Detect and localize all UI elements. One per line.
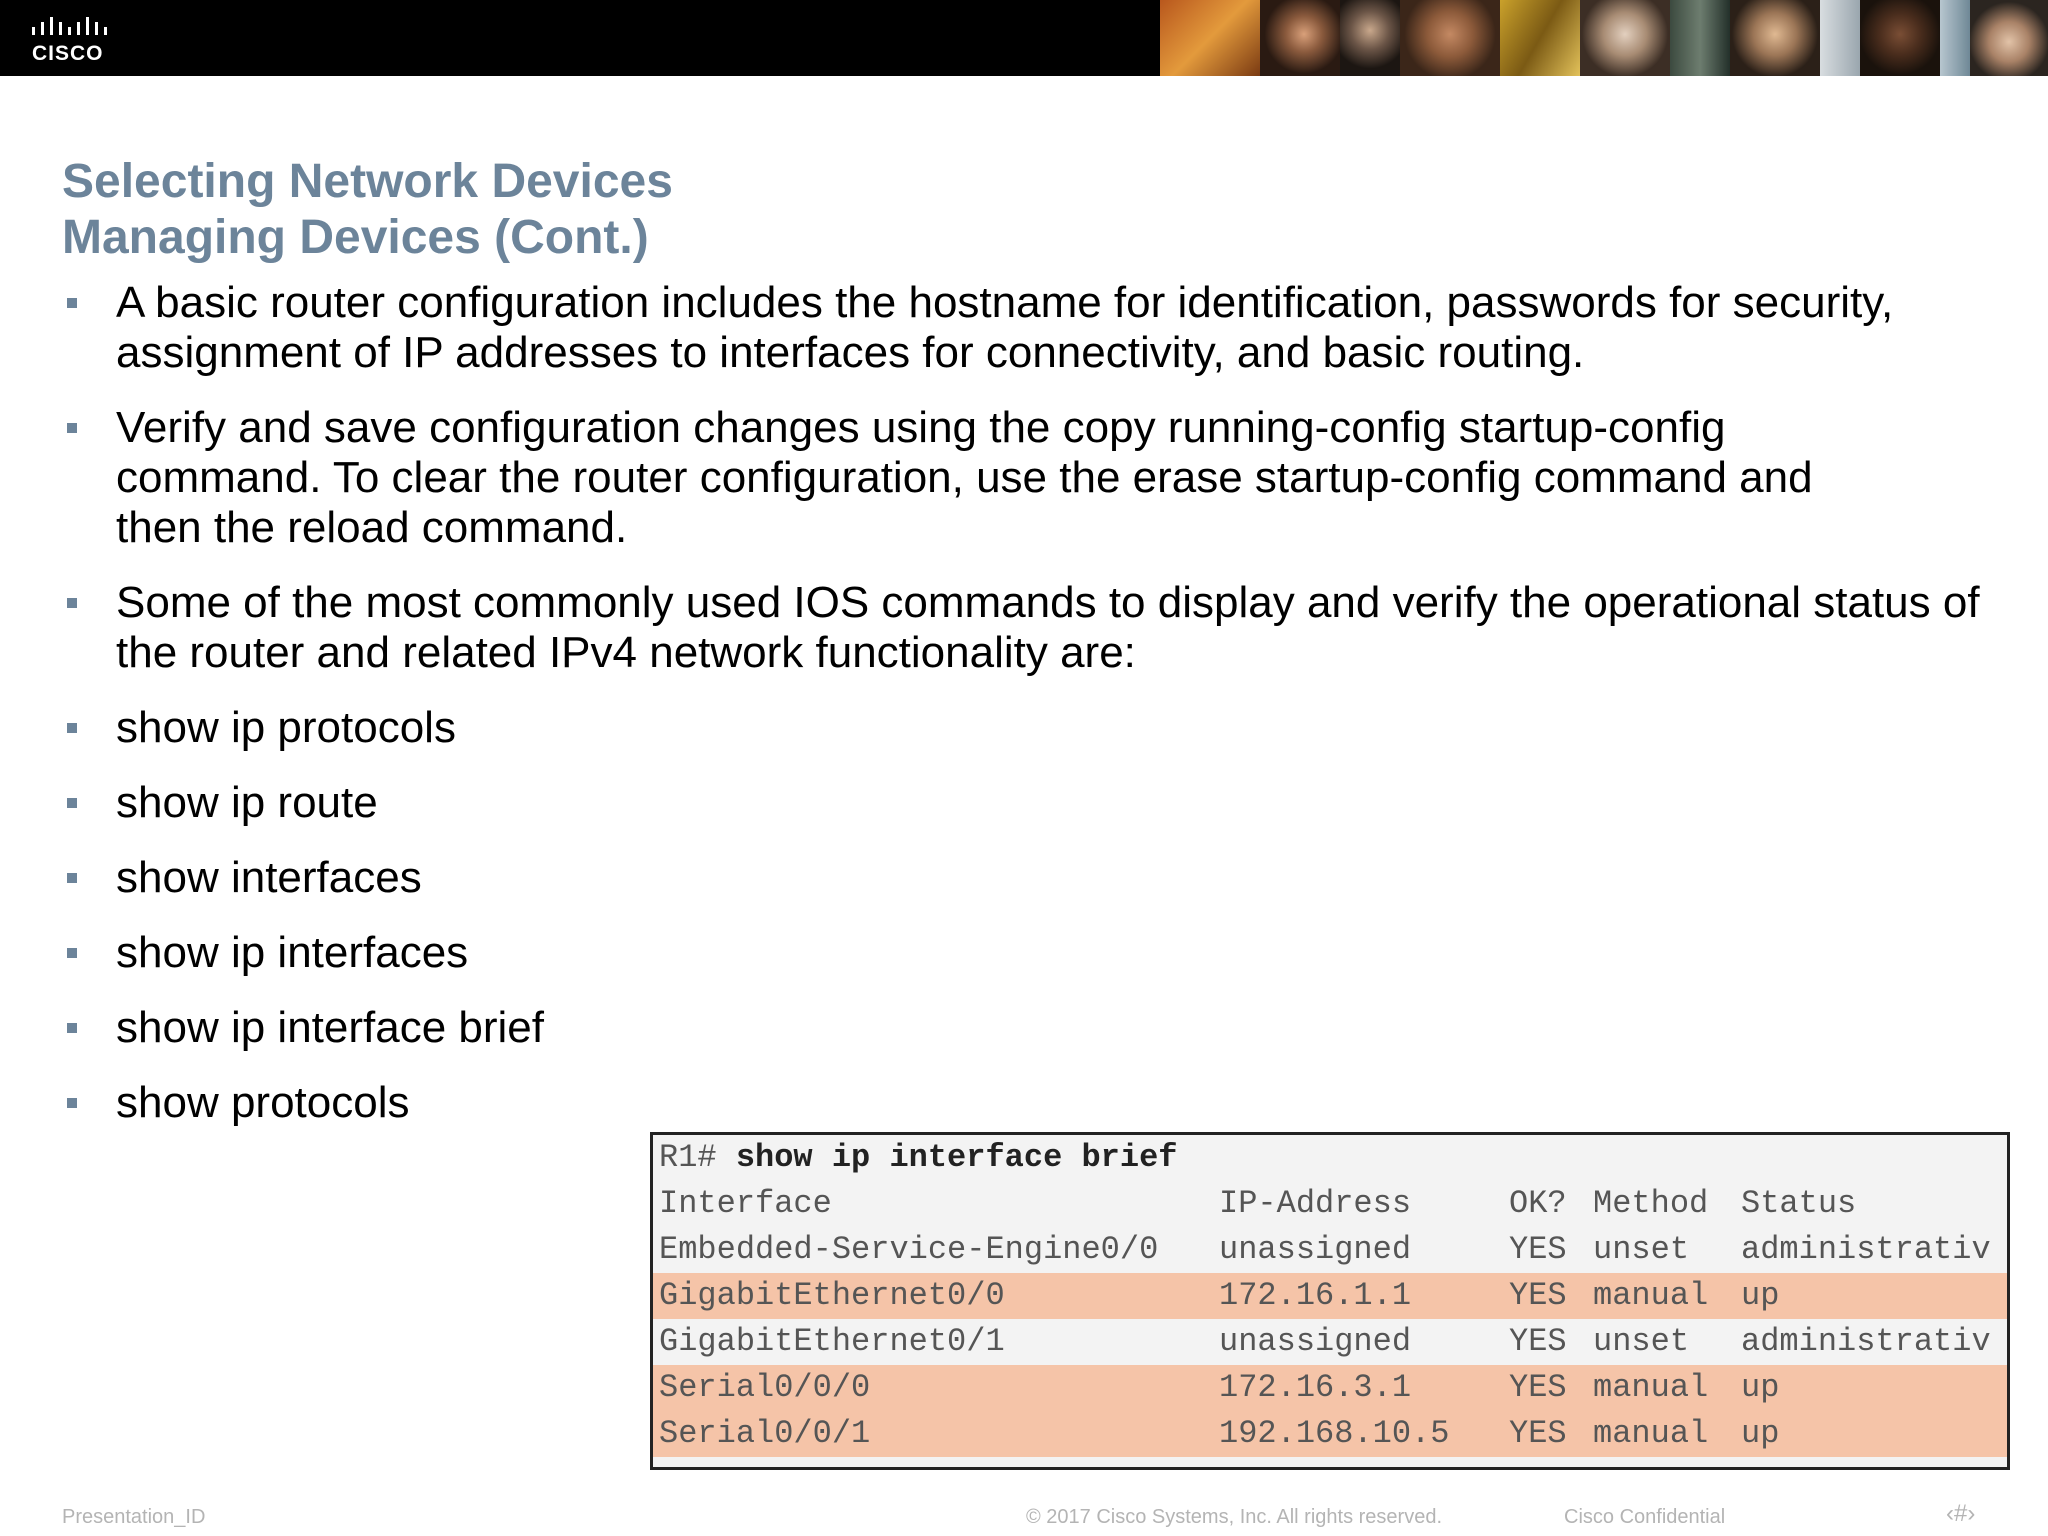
photo-tile	[1940, 0, 1970, 76]
header-ok: OK?	[1509, 1185, 1567, 1222]
list-item	[62, 778, 2012, 828]
bullet-text: show interfaces	[116, 853, 422, 902]
bullet-square-icon	[67, 1023, 77, 1033]
cell-status: administrativ	[1741, 1231, 1991, 1268]
photo-tile	[1340, 0, 1400, 76]
cell-interface: Serial0/0/0	[659, 1369, 871, 1406]
list-item	[62, 578, 2036, 678]
cell-status: up	[1741, 1415, 1780, 1452]
header-status: Status	[1741, 1185, 1857, 1222]
list-item	[62, 1003, 2012, 1053]
list-item	[62, 278, 1996, 378]
list-item	[62, 703, 2012, 753]
footer-copyright: © 2017 Cisco Systems, Inc. All rights reserved.	[1026, 1506, 1443, 1528]
photo-tile	[1580, 0, 1670, 76]
cli-header-row	[653, 1181, 2007, 1227]
cell-ip: unassigned	[1219, 1323, 1412, 1360]
bullet-text: show ip route	[116, 778, 378, 827]
bullet-square-icon	[67, 798, 77, 808]
cell-ok: YES	[1509, 1323, 1567, 1360]
list-item	[62, 1078, 2012, 1128]
header-ip-address: IP-Address	[1219, 1185, 1412, 1222]
bullet-text: A basic router configuration includes the hostname for identification, passwords for security, assignment of IP addresses to interfaces for connectivity, and basic routing.	[116, 278, 1894, 377]
photo-tile	[1260, 0, 1340, 76]
cell-ok: YES	[1509, 1369, 1567, 1406]
header-method: Method	[1593, 1185, 1709, 1222]
photo-tile	[1730, 0, 1820, 76]
header-interface: Interface	[659, 1185, 832, 1222]
list-item	[62, 928, 2012, 978]
cisco-bars-icon	[30, 14, 114, 40]
bullet-square-icon	[67, 723, 77, 733]
cli-command-line	[653, 1135, 2007, 1181]
cli-output-screenshot	[650, 1132, 2010, 1470]
cell-ip: 192.168.10.5	[1219, 1415, 1450, 1452]
cell-ok: YES	[1509, 1277, 1567, 1314]
footer-confidential: Cisco Confidential	[1564, 1506, 1726, 1528]
bullet-text: show ip interface brief	[116, 1003, 544, 1052]
cell-method: unset	[1593, 1323, 1690, 1360]
cli-prompt: R1#	[659, 1139, 717, 1176]
cisco-logo	[30, 14, 126, 64]
cell-interface: Serial0/0/1	[659, 1415, 871, 1452]
cell-method: manual	[1593, 1415, 1709, 1452]
cell-ok: YES	[1509, 1231, 1567, 1268]
cell-status: up	[1741, 1277, 1780, 1314]
photo-tile	[1970, 0, 2048, 76]
title-line-1: Selecting Network Devices	[62, 155, 673, 208]
photo-tile	[1500, 0, 1580, 76]
table-row-highlighted	[653, 1273, 2007, 1319]
bullet-text: Verify and save configuration changes using the copy running-config startup-config command. To clear the router configuration, use the erase startup-config command and then the reload command.	[116, 403, 1813, 552]
footer-presentation-id: Presentation_ID	[62, 1506, 206, 1528]
bullet-square-icon	[67, 873, 77, 883]
cell-ip: unassigned	[1219, 1231, 1412, 1268]
photo-tile	[1860, 0, 1940, 76]
table-row-highlighted	[653, 1411, 2007, 1457]
table-row	[653, 1319, 2007, 1365]
cell-ip: 172.16.1.1	[1219, 1277, 1412, 1314]
photo-tile	[1820, 0, 1860, 76]
cell-status: up	[1741, 1369, 1780, 1406]
bullet-text: show protocols	[116, 1078, 410, 1127]
header-bar	[0, 0, 2048, 76]
cli-command: show ip interface brief	[735, 1139, 1178, 1176]
bullet-list	[62, 278, 2012, 1153]
title-line-2: Managing Devices (Cont.)	[62, 211, 649, 264]
photo-tile	[1400, 0, 1500, 76]
page-title	[62, 154, 673, 266]
cell-ip: 172.16.3.1	[1219, 1369, 1412, 1406]
bullet-square-icon	[67, 423, 77, 433]
photo-tile	[1160, 0, 1260, 76]
list-item	[62, 403, 1836, 553]
bullet-square-icon	[67, 298, 77, 308]
list-item	[62, 853, 2012, 903]
cell-interface: GigabitEthernet0/0	[659, 1277, 1005, 1314]
cisco-logo-text: CISCO	[32, 42, 104, 65]
cell-method: manual	[1593, 1369, 1709, 1406]
table-row	[653, 1227, 2007, 1273]
cell-interface: GigabitEthernet0/1	[659, 1323, 1005, 1360]
bullet-square-icon	[67, 948, 77, 958]
bullet-square-icon	[67, 598, 77, 608]
cell-method: manual	[1593, 1277, 1709, 1314]
bullet-square-icon	[67, 1098, 77, 1108]
photo-tile	[1670, 0, 1730, 76]
bullet-text: show ip protocols	[116, 703, 456, 752]
cell-method: unset	[1593, 1231, 1690, 1268]
bullet-text: Some of the most commonly used IOS commands to display and verify the operational status of the router and related IPv4 network functionality are:	[116, 578, 1980, 677]
footer-page-number: ‹#›	[1946, 1500, 1976, 1527]
bullet-text: show ip interfaces	[116, 928, 469, 977]
table-row-highlighted	[653, 1365, 2007, 1411]
cell-interface: Embedded-Service-Engine0/0	[659, 1231, 1159, 1268]
cell-ok: YES	[1509, 1415, 1567, 1452]
header-photo-strip	[1160, 0, 2048, 76]
cell-status: administrativ	[1741, 1323, 1991, 1360]
